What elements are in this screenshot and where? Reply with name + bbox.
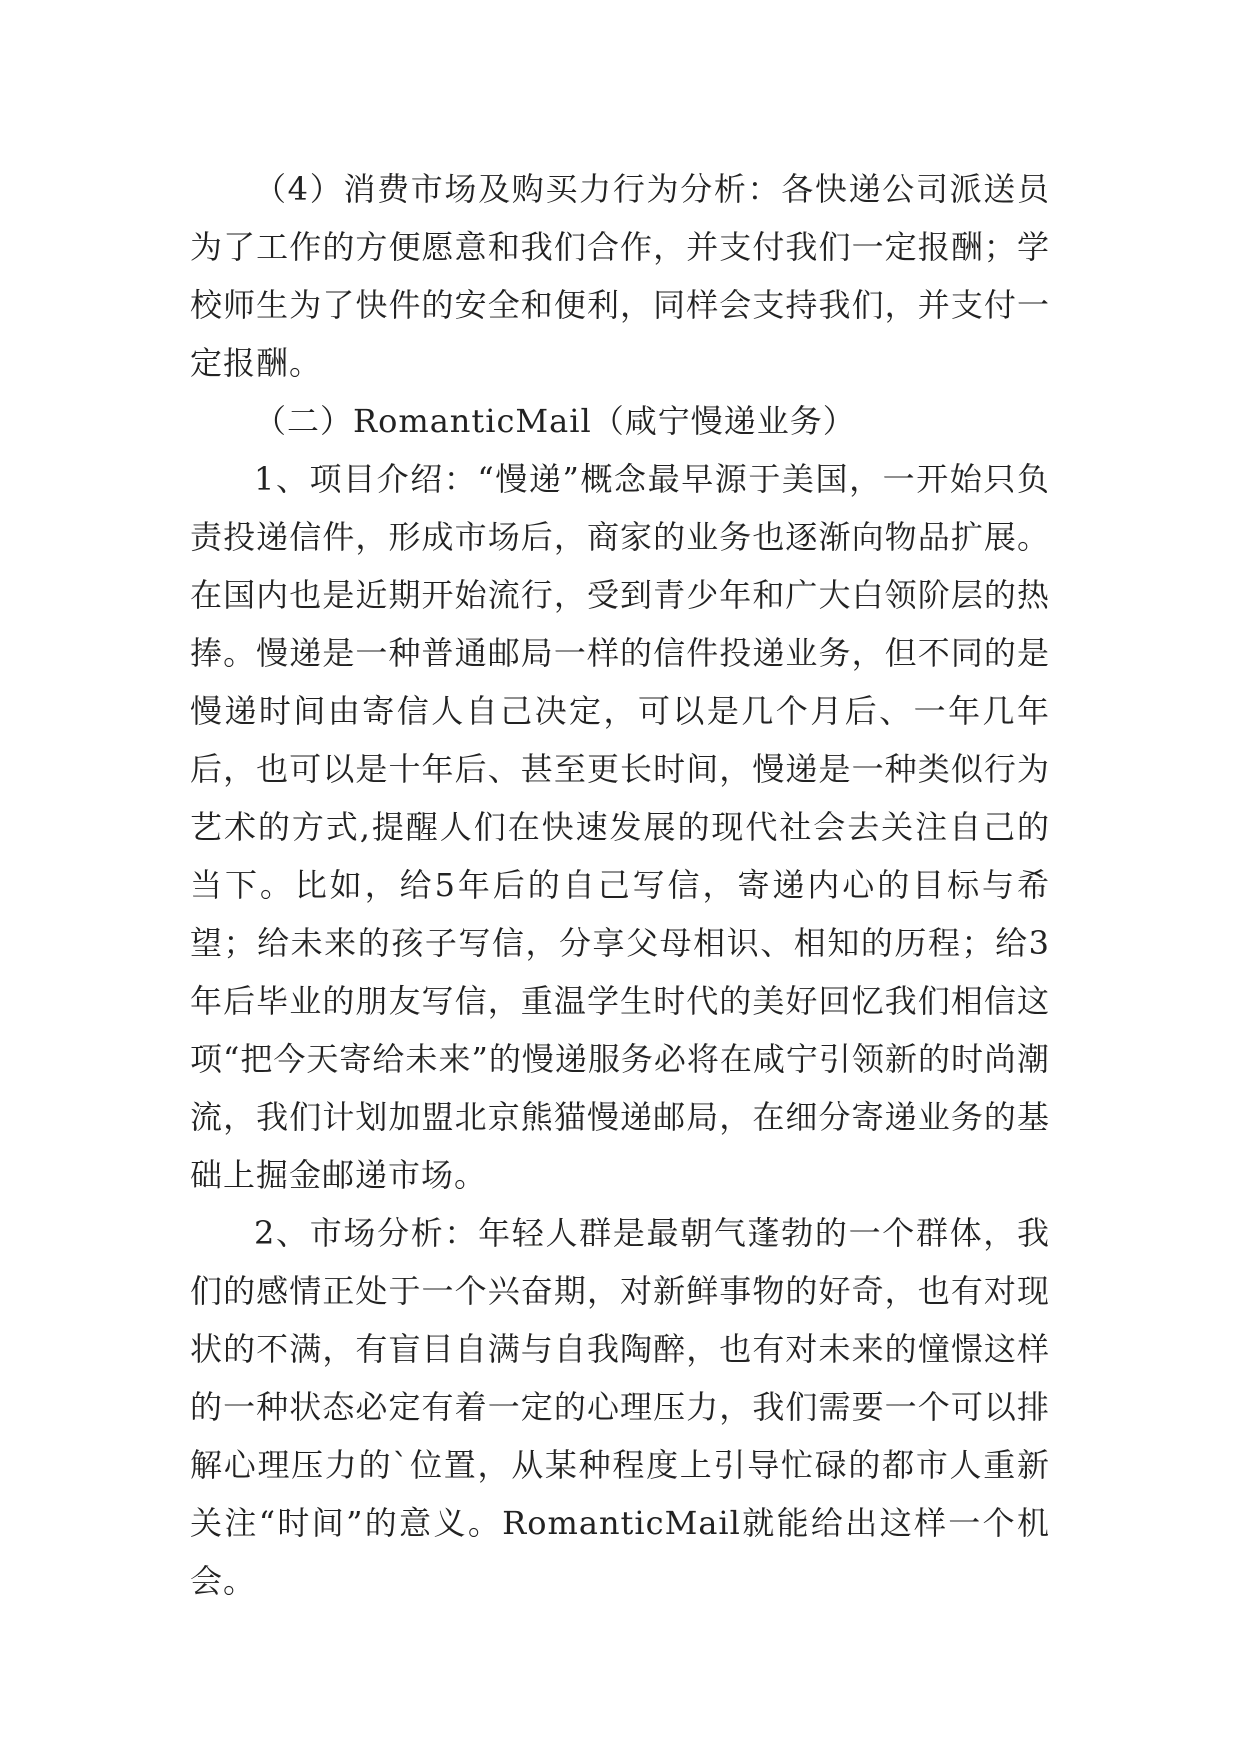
paragraph-consumer-market-analysis: （4）消费市场及购买力行为分析：各快递公司派送员为了工作的方便愿意和我们合作，并支付我们一定报酬；学校师生为了快件的安全和便利，同样会支持我们，并支付一定报酬。	[190, 170, 1050, 382]
paragraph-project-introduction: 1、项目介绍：“慢递”概念最早源于美国，一开始只负责投递信件，形成市场后，商家的业务也逐渐向物品扩展。在国内也是近期开始流行，受到青少年和广大白领阶层的热捧。慢递是一种普通邮局一样的信件投递业务，但不同的是慢递时间由寄信人自己决定，可以是几个月后、一年几年后，也可以是十年后、甚至更长时间，慢递是一种类似行为艺术的方式,提醒人们在快速发展的现代社会去关注自己的当下。比如，给5年后的自己写信，寄递内心的目标与希望；给未来的孩子写信，分享父母相识、相知的历程；给3年后毕业的朋友写信，重温学生时代的美好回忆我们相信这项“把今天寄给未来”的慢递服务必将在咸宁引领新的时尚潮流，我们计划加盟北京熊猫慢递邮局，在细分寄递业务的基础上掘金邮递市场。	[190, 460, 1050, 1194]
section-heading-romanticmail: （二）RomanticMail（咸宁慢递业务）	[254, 402, 856, 440]
paragraph-market-analysis: 2、市场分析：年轻人群是最朝气蓬勃的一个群体，我们的感情正处于一个兴奋期，对新鲜事物的好奇，也有对现状的不满，有盲目自满与自我陶醉，也有对未来的憧憬这样的一种状态必定有着一定的心理压力，我们需要一个可以排解心理压力的`位置，从某种程度上引导忙碌的都市人重新关注“时间”的意义。RomanticMail就能给出这样一个机会。	[190, 1214, 1050, 1600]
document-body	[190, 160, 1050, 1610]
